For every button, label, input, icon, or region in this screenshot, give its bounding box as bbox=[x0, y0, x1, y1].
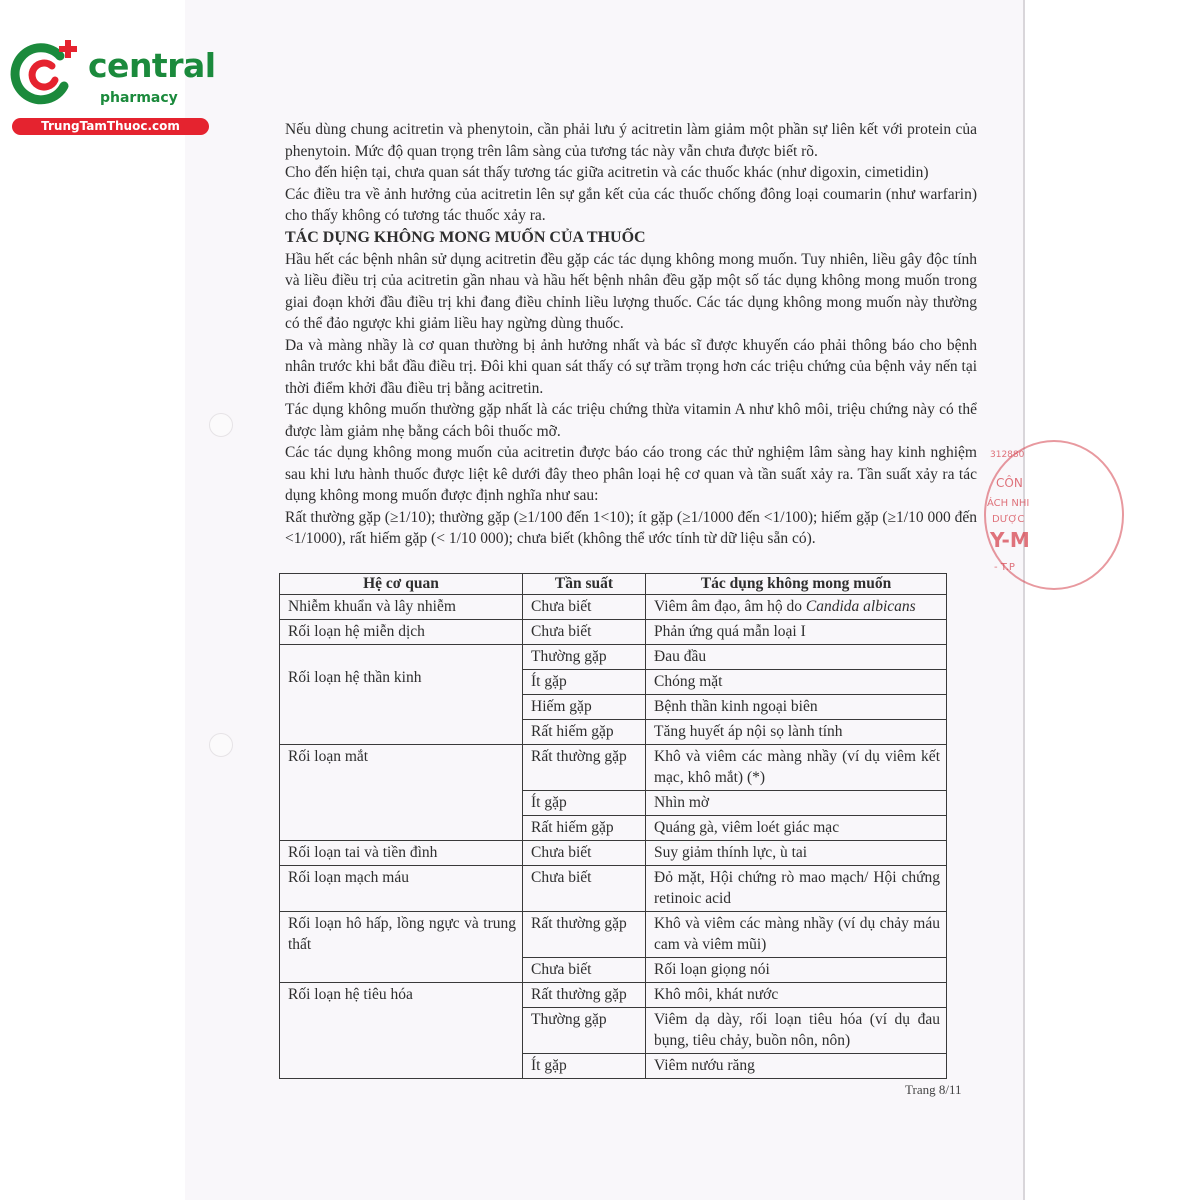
section-heading: TÁC DỤNG KHÔNG MONG MUỐN CỦA THUỐC bbox=[285, 228, 646, 246]
table-row bbox=[280, 841, 947, 866]
frequency-cell: Chưa biết bbox=[523, 958, 646, 983]
frequency-cell: Rất hiếm gặp bbox=[523, 816, 646, 841]
paragraph: Rất thường gặp (≥1/10); thường gặp (≥1/100 đến 1<10); ít gặp (≥1/1000 đến <1/100); hiếm gặp (≥1/10 000 đến <1/1000), rất hiếm gặp (< 1/10 000); chưa biết (không thể ước tính từ dữ liệu sẵn có). bbox=[285, 508, 977, 547]
frequency-cell: Thường gặp bbox=[523, 1008, 646, 1054]
stamp-text: CÔN bbox=[996, 476, 1023, 490]
effect-cell: Bệnh thần kinh ngoại biên bbox=[646, 695, 947, 720]
stamp-text: ÁCH NHI bbox=[987, 498, 1030, 509]
effect-cell: Phản ứng quá mẫn loại I bbox=[646, 620, 947, 645]
frequency-cell: Ít gặp bbox=[523, 670, 646, 695]
effect-cell: Khô môi, khát nước bbox=[646, 983, 947, 1008]
header-organ: Hệ cơ quan bbox=[280, 574, 523, 595]
effect-cell: Khô và viêm các màng nhầy (ví dụ viêm kết mạc, khô mắt) (*) bbox=[646, 745, 947, 791]
logo-mark-icon bbox=[10, 38, 80, 110]
effect-cell: Rối loạn giọng nói bbox=[646, 958, 947, 983]
effect-cell: Suy giảm thính lực, ù tai bbox=[646, 841, 947, 866]
organ-cell: Rối loạn hệ tiêu hóa bbox=[280, 983, 523, 1079]
logo-subtitle: pharmacy bbox=[100, 90, 178, 106]
paragraph: Nếu dùng chung acitretin và phenytoin, cần phải lưu ý acitretin làm giảm một phần sự liên kết với protein của phenytoin. Mức độ quan trọng trên lâm sàng của tương tác này vẫn chưa được biết rõ. bbox=[285, 121, 977, 160]
frequency-cell: Chưa biết bbox=[523, 595, 646, 620]
table-row bbox=[280, 983, 947, 1008]
stamp-text: Y-M bbox=[990, 528, 1030, 552]
table-row bbox=[280, 620, 947, 645]
effect-cell: Nhìn mờ bbox=[646, 791, 947, 816]
organ-cell: Rối loạn mắt bbox=[280, 745, 523, 841]
header-frequency: Tần suất bbox=[523, 574, 646, 595]
table-row bbox=[280, 595, 947, 620]
table-row bbox=[280, 645, 947, 670]
organ-cell: Rối loạn tai và tiền đình bbox=[280, 841, 523, 866]
paragraph: Các tác dụng không mong muốn của acitretin được báo cáo trong các thử nghiệm lâm sàng hay kinh nghiệm sau khi lưu hành thuốc được liệt kê dưới đây theo phân loại hệ cơ quan và tần suất xảy ra. Tần suất xảy ra tác dụng không mong muốn được định nghĩa như sau: bbox=[285, 444, 977, 504]
frequency-cell: Thường gặp bbox=[523, 645, 646, 670]
pharmacy-stamp bbox=[984, 440, 1030, 590]
stamp-text: - T.P bbox=[994, 562, 1015, 573]
stamp-text: 312880 bbox=[990, 450, 1025, 460]
effect-cell bbox=[646, 595, 947, 620]
punch-hole bbox=[209, 413, 233, 437]
effect-cell: Chóng mặt bbox=[646, 670, 947, 695]
page-number: Trang 8/11 bbox=[905, 1082, 962, 1097]
effect-cell: Tăng huyết áp nội sọ lành tính bbox=[646, 720, 947, 745]
central-pharmacy-logo bbox=[10, 38, 215, 138]
logo-website: TrungTamThuoc.com bbox=[12, 118, 209, 135]
frequency-cell: Rất hiếm gặp bbox=[523, 720, 646, 745]
frequency-cell: Ít gặp bbox=[523, 791, 646, 816]
table-row bbox=[280, 745, 947, 791]
organ-cell: Rối loạn mạch máu bbox=[280, 866, 523, 912]
paragraph: Da và màng nhầy là cơ quan thường bị ảnh hưởng nhất và bác sĩ được khuyến cáo phải thông báo cho bệnh nhân trước khi bắt đầu điều trị. Đôi khi quan sát thấy có sự trầm trọng hơn các triệu chứng của bệnh vảy nến tại thời điểm khởi đầu điều trị bằng acitretin. bbox=[285, 336, 977, 397]
effect-cell: Viêm nướu răng bbox=[646, 1054, 947, 1079]
logo-brand: central bbox=[88, 46, 216, 85]
table-row bbox=[280, 912, 947, 958]
frequency-cell: Chưa biết bbox=[523, 866, 646, 912]
organ-cell: Rối loạn hệ thần kinh bbox=[280, 645, 523, 745]
frequency-cell: Ít gặp bbox=[523, 1054, 646, 1079]
header-effect: Tác dụng không mong muốn bbox=[646, 574, 947, 595]
organ-cell: Rối loạn hệ miễn dịch bbox=[280, 620, 523, 645]
punch-hole bbox=[209, 733, 233, 757]
frequency-cell: Chưa biết bbox=[523, 620, 646, 645]
effect-cell: Đau đầu bbox=[646, 645, 947, 670]
organ-cell: Nhiễm khuẩn và lây nhiễm bbox=[280, 595, 523, 620]
effect-text: Viêm âm đạo, âm hộ do bbox=[654, 598, 806, 615]
paragraph: Tác dụng không muốn thường gặp nhất là các triệu chứng thừa vitamin A như khô môi, triệu chứng này có thể được làm giảm nhẹ bằng cách bôi thuốc mỡ. bbox=[285, 401, 977, 440]
effect-cell: Quáng gà, viêm loét giác mạc bbox=[646, 816, 947, 841]
frequency-cell: Rất thường gặp bbox=[523, 912, 646, 958]
paragraph: Cho đến hiện tại, chưa quan sát thấy tương tác giữa acitretin và các thuốc khác (như digoxin, cimetidin) bbox=[285, 164, 929, 181]
paragraph: Các điều tra về ảnh hưởng của acitretin lên sự gắn kết của các thuốc chống đông loại coumarin (như warfarin) cho thấy không có tương tác thuốc xảy ra. bbox=[285, 185, 977, 224]
frequency-cell: Hiếm gặp bbox=[523, 695, 646, 720]
frequency-cell: Rất thường gặp bbox=[523, 745, 646, 791]
effect-cell: Khô và viêm các màng nhầy (ví dụ chảy máu cam và viêm mũi) bbox=[646, 912, 947, 958]
table-row bbox=[280, 866, 947, 912]
page-edge bbox=[1023, 0, 1025, 1200]
paragraph: Hầu hết các bệnh nhân sử dụng acitretin đều gặp các tác dụng không mong muốn. Tuy nhiên, liều gây độc tính và liều điều trị của acitretin gần nhau và hầu hết bệnh nhân đều gặp một số tác dụng không mong muốn trong giai đoạn khởi đầu điều trị khi đang điều chỉnh liều lượng thuốc. Các tác dụng không mong muốn này thường có thể đảo ngược khi giảm liều hay ngừng dùng thuốc. bbox=[285, 250, 977, 332]
effect-cell: Đỏ mặt, Hội chứng rò mao mạch/ Hội chứng retinoic acid bbox=[646, 866, 947, 912]
adverse-effects-table bbox=[279, 573, 947, 1079]
effect-italic: Candida albicans bbox=[805, 598, 916, 615]
organ-cell: Rối loạn hô hấp, lồng ngực và trung thất bbox=[280, 912, 523, 983]
stamp-text: DƯỢC bbox=[992, 514, 1025, 525]
effect-cell: Viêm dạ dày, rối loạn tiêu hóa (ví dụ đau bụng, tiêu chảy, buồn nôn, nôn) bbox=[646, 1008, 947, 1054]
document-body bbox=[285, 119, 977, 550]
frequency-cell: Rất thường gặp bbox=[523, 983, 646, 1008]
frequency-cell: Chưa biết bbox=[523, 841, 646, 866]
table-header-row bbox=[280, 574, 947, 595]
